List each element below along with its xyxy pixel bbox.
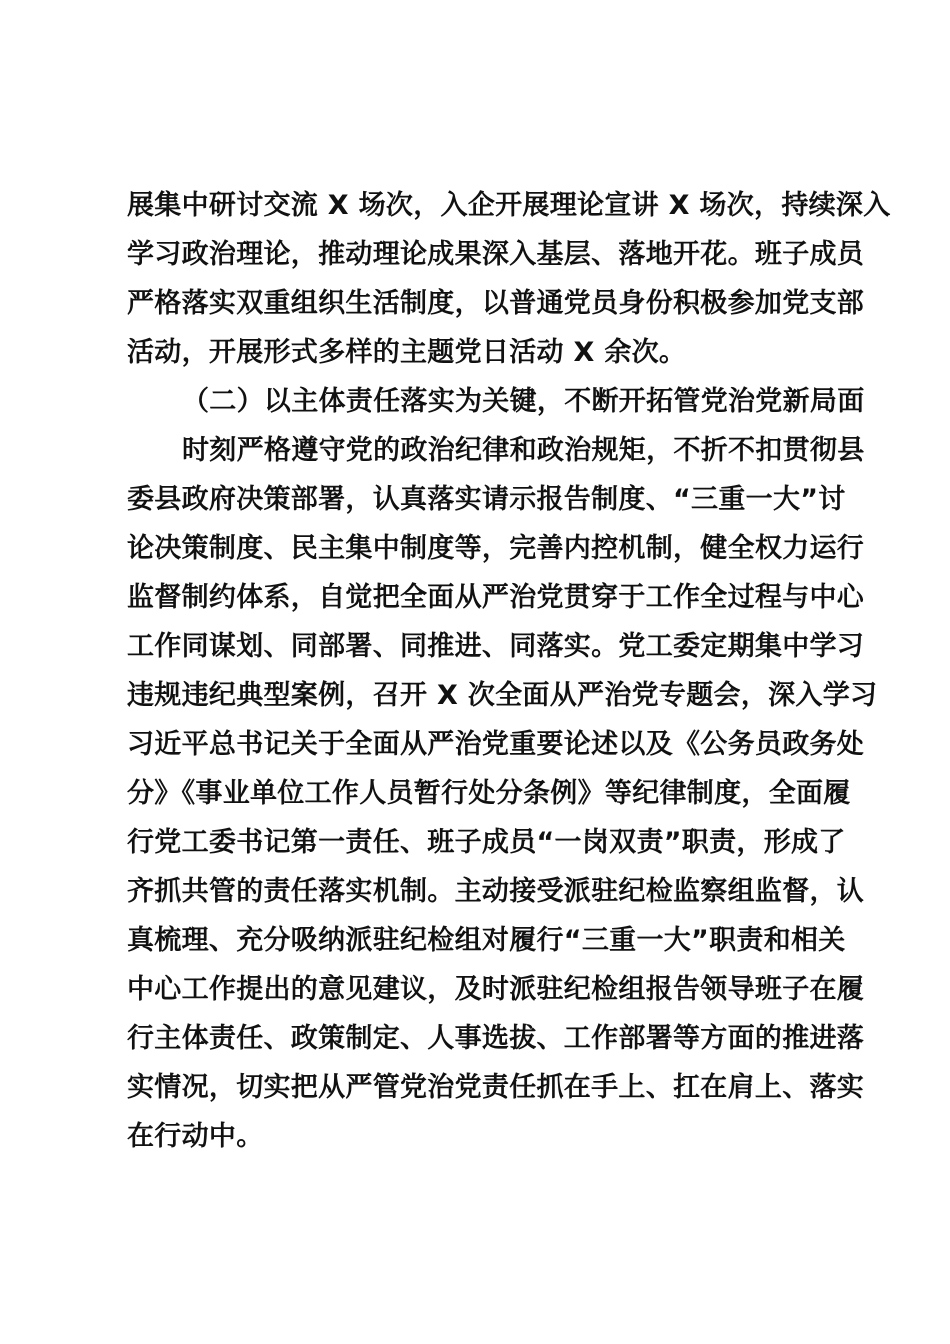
text-line: 违规违纪典型案例，召开 X 次全面从严治党专题会，深入学习 — [127, 680, 878, 711]
text-line: 分》《事业单位工作人员暂行处分条例》等纪律制度，全面履 — [127, 778, 851, 809]
text-line: 行党工委书记第一责任、班子成员“一岗双责”职责，形成了 — [127, 827, 846, 858]
text-line: 学习政治理论，推动理论成果深入基层、落地开花。班子成员 — [127, 239, 865, 270]
text-line: 中心工作提出的意见建议，及时派驻纪检组报告领导班子在履 — [127, 974, 865, 1005]
text-line: 齐抓共管的责任落实机制。主动接受派驻纪检监察组监督，认 — [127, 876, 865, 907]
text-line: 在行动中。 — [127, 1121, 264, 1152]
text-line: 实情况，切实把从严管党治党责任抓在手上、扛在肩上、落实 — [127, 1072, 865, 1103]
text-line: 工作同谋划、同部署、同推进、同落实。党工委定期集中学习 — [127, 631, 865, 662]
document-body — [127, 181, 891, 1161]
text-line: 论决策制度、民主集中制度等，完善内控机制，健全权力运行 — [127, 533, 865, 564]
text-line: 委县政府决策部署，认真落实请示报告制度、“三重一大”讨 — [127, 484, 846, 515]
text-line: 真梳理、充分吸纳派驻纪检组对履行“三重一大”职责和相关 — [127, 925, 846, 956]
text-line: 时刻严格遵守党的政治纪律和政治规矩，不折不扣贯彻县 — [182, 435, 865, 466]
text-line: 监督制约体系，自觉把全面从严治党贯穿于工作全过程与中心 — [127, 582, 865, 613]
text-line: 活动，开展形式多样的主题党日活动 X 余次。 — [127, 337, 687, 368]
text-line: 严格落实双重组织生活制度，以普通党员身份积极参加党支部 — [127, 288, 865, 319]
section-heading: （二）以主体责任落实为关键，不断开拓管党治党新局面 — [182, 386, 865, 417]
text-line: 展集中研讨交流 X 场次，入企开展理论宣讲 X 场次，持续深入 — [127, 190, 891, 221]
text-line: 行主体责任、政策制定、人事选拔、工作部署等方面的推进落 — [127, 1023, 865, 1054]
text-line: 习近平总书记关于全面从严治党重要论述以及《公务员政务处 — [127, 729, 865, 760]
